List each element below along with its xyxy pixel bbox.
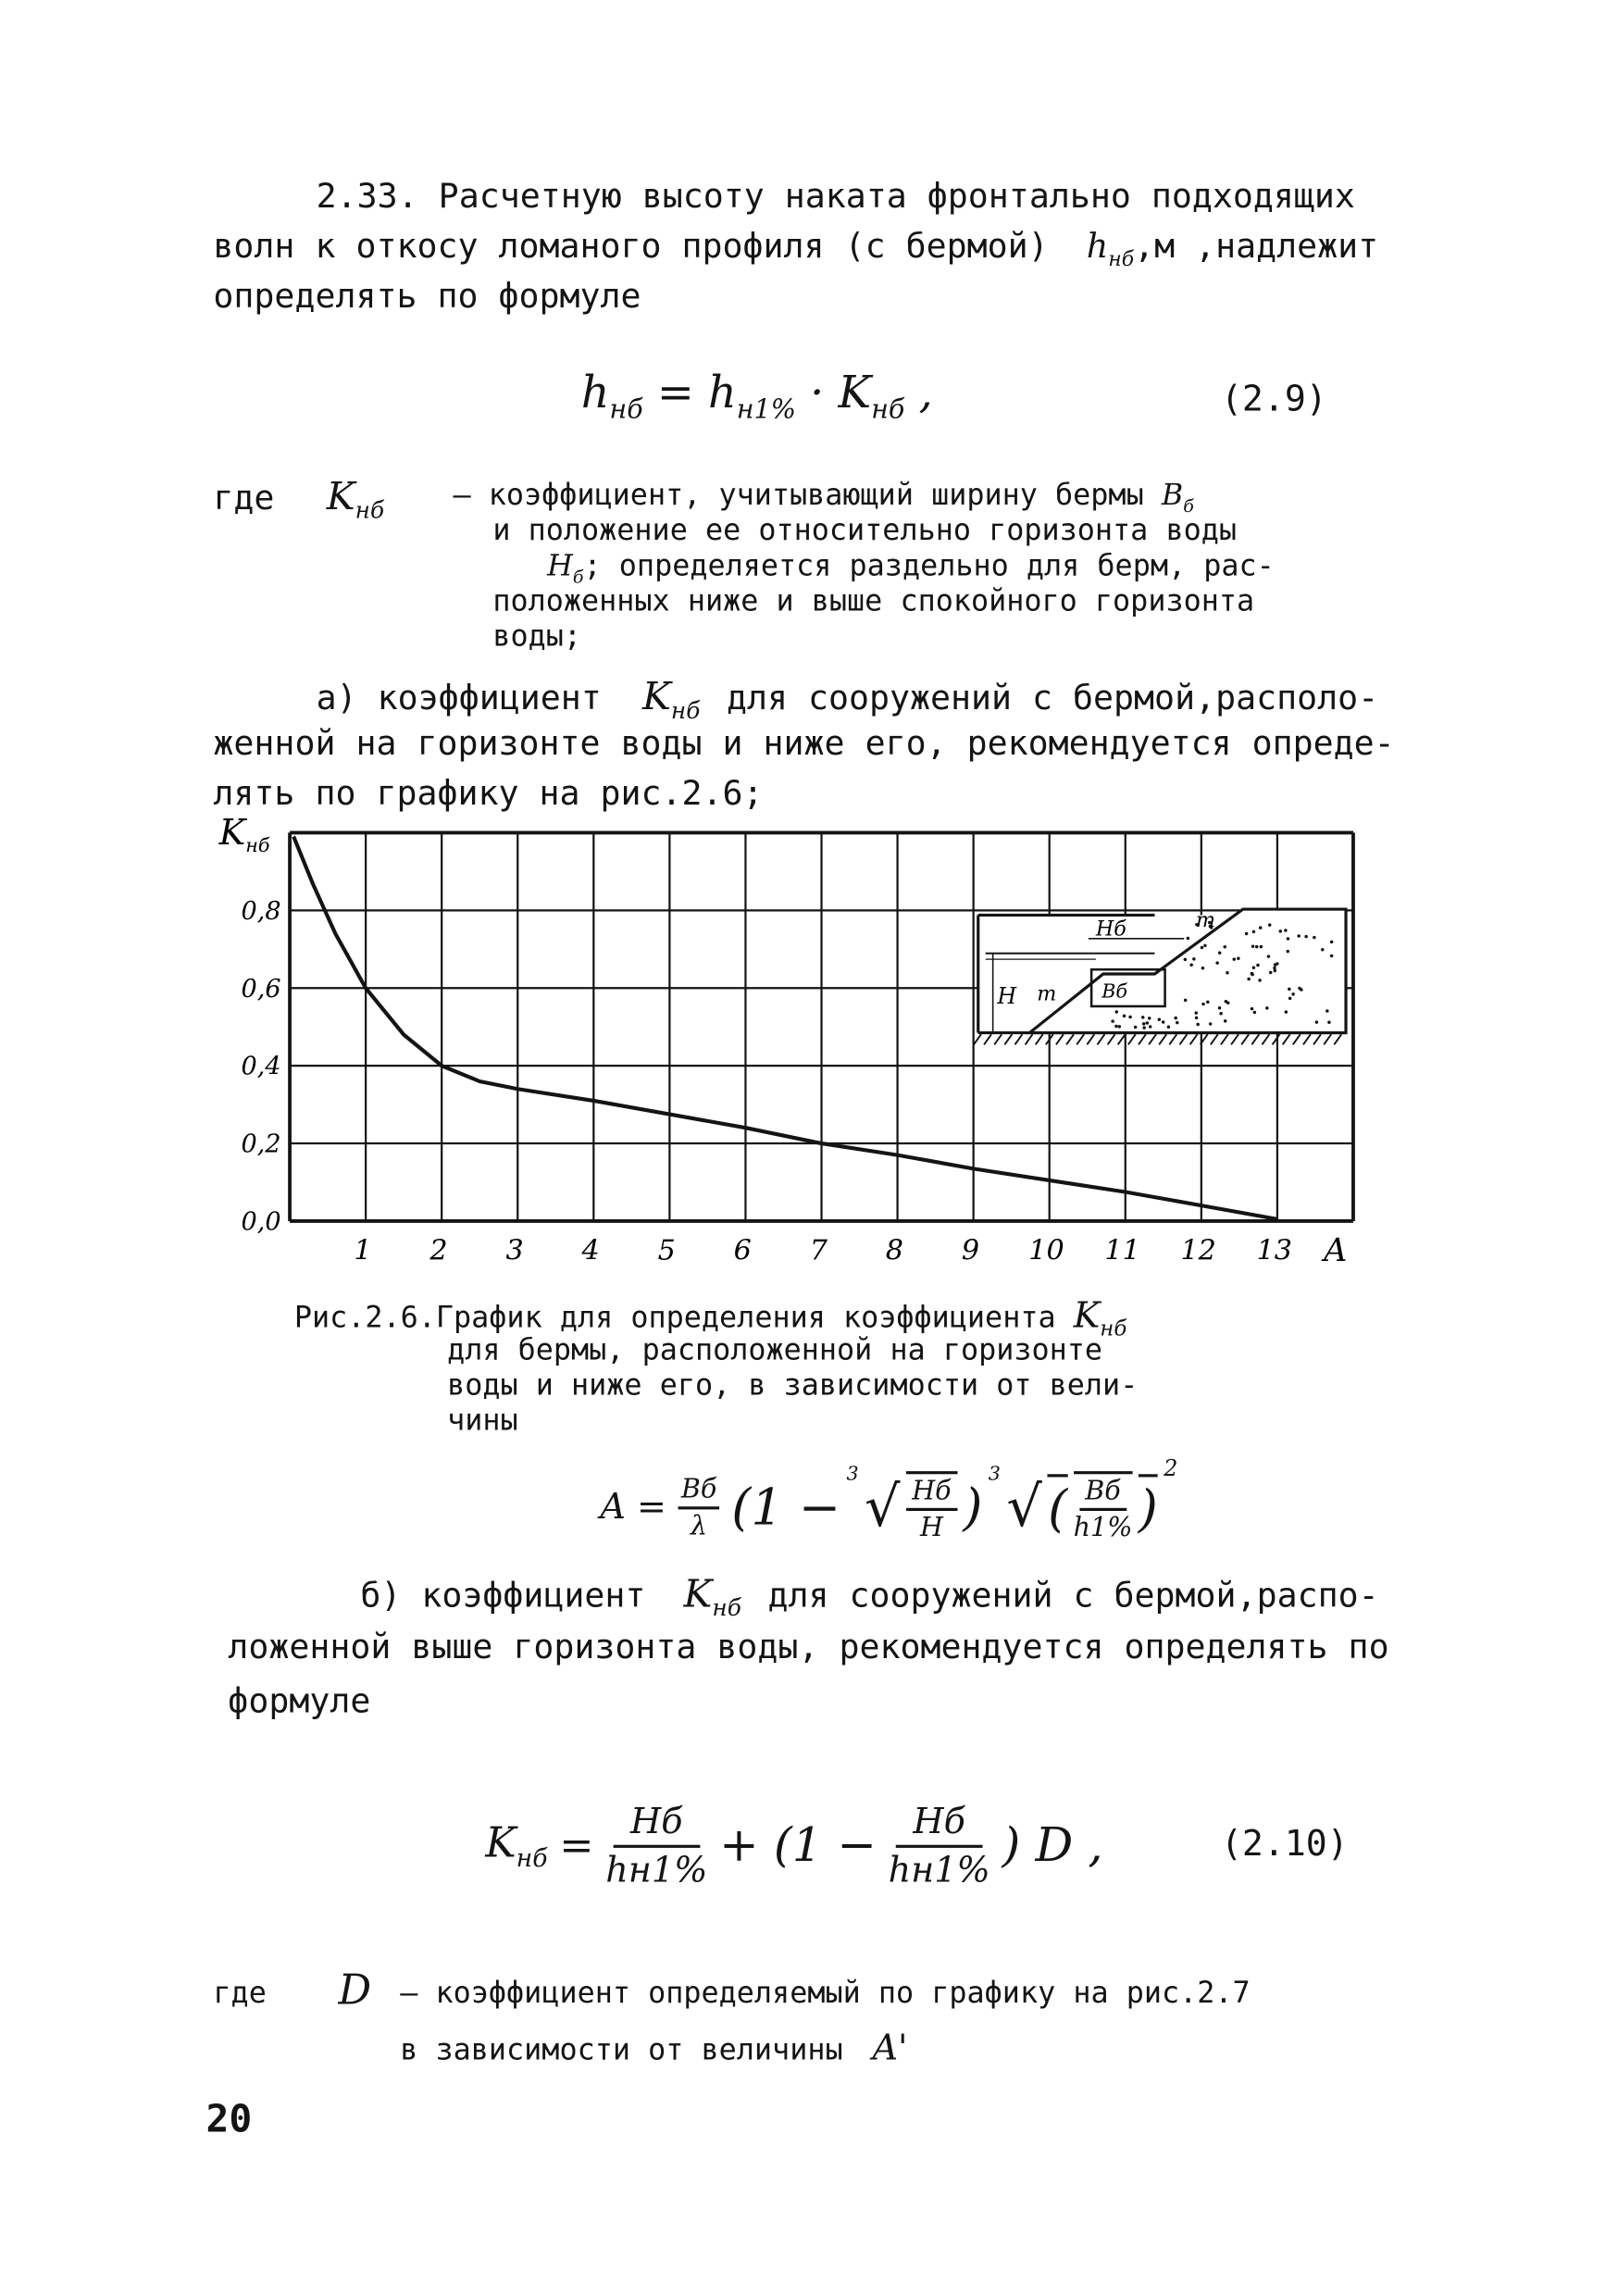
hatch-stroke — [1108, 1034, 1115, 1044]
page-number: 20 — [205, 2098, 253, 2142]
chart-figure-2-6 — [213, 812, 1375, 1268]
fill-dot — [1273, 967, 1276, 969]
hatch-stroke — [1313, 1034, 1321, 1044]
fa-frac-1-den: λ — [691, 1511, 708, 1542]
chart-y-tick-labels — [242, 897, 281, 1237]
formula-2-10 — [485, 1773, 1102, 1920]
fill-dot — [1111, 1019, 1114, 1022]
para-b-text-1b: для сооружений с бермой,распо- — [767, 1577, 1379, 1616]
para-b-symbol-sub: нб — [712, 1594, 741, 1622]
fill-dot — [1252, 930, 1255, 933]
where-1-text-3: ; определяется раздельно для берм, рас- — [583, 547, 1275, 583]
y-tick-label: 0,0 — [241, 1207, 281, 1237]
fill-dot — [1315, 1020, 1318, 1023]
hatch-stroke — [1087, 1034, 1094, 1044]
f29-t1: h — [708, 368, 737, 419]
f210-frac-1 — [605, 1799, 707, 1893]
hatch-stroke — [1273, 1034, 1280, 1044]
f210-frac-1-den: hн1% — [605, 1849, 708, 1890]
fill-dot — [1196, 1023, 1199, 1026]
fill-dot — [1274, 969, 1276, 972]
fa-frac-3 — [1074, 1470, 1133, 1545]
x-tick-label: 5 — [657, 1234, 676, 1267]
para-b-symbol — [683, 1572, 741, 1622]
x-tick-label: 4 — [581, 1234, 600, 1267]
fill-dot — [1252, 967, 1255, 969]
where-1-b-sub: б — [1183, 495, 1194, 517]
hatch-stroke — [1262, 1034, 1269, 1044]
fill-dot — [1146, 1021, 1149, 1024]
hatch-stroke — [1241, 1034, 1249, 1044]
fill-dot — [1114, 1025, 1117, 1028]
chart-y-axis-label — [218, 812, 270, 856]
intro-line-3: определять по формуле — [213, 278, 641, 317]
intro-line-1: 2.33. Расчетную высоту наката фронтально подходящих — [316, 178, 1355, 217]
x-tick-label: 10 — [1028, 1234, 1064, 1267]
f29-lhs: h — [580, 368, 610, 419]
para-a-line-2: женной на горизонте воды и ниже его, рекомендуется опреде- — [213, 725, 1395, 764]
hatch-stroke — [1077, 1034, 1084, 1044]
f210-eq: = — [559, 1820, 594, 1870]
fill-dot — [1288, 988, 1290, 991]
fill-dot — [1149, 1025, 1151, 1028]
inset-label-m-upper: m — [1195, 908, 1216, 933]
figure-caption-line-2: для бермы, расположенной на горизонте — [447, 1331, 1103, 1367]
where-2-symbol: D — [338, 1965, 372, 2015]
fill-dot — [1251, 1007, 1253, 1010]
where-1-line-1 — [453, 478, 1193, 516]
f210-lhs-sub: нб — [516, 1842, 548, 1873]
hatch-stroke — [1004, 1034, 1012, 1044]
where-1-h-sub: б — [572, 566, 584, 588]
fill-dot — [1118, 1025, 1121, 1028]
fa-frac-2 — [906, 1470, 957, 1545]
hatch-stroke — [994, 1034, 1002, 1044]
fill-dot — [1304, 935, 1307, 938]
caption-text-1: Рис.2.6.График для определения коэффициента — [293, 1299, 1056, 1335]
chart-inset-diagram — [974, 908, 1346, 1044]
x-tick-label: 9 — [961, 1234, 980, 1267]
hatch-stroke — [1303, 1034, 1311, 1044]
fa-frac-1-num: Bб — [678, 1472, 720, 1509]
fill-dot — [1269, 971, 1272, 974]
f210-frac-1-num: Hб — [613, 1799, 701, 1848]
x-tick-label: 13 — [1256, 1234, 1292, 1267]
where-1-h-base: H — [547, 547, 573, 583]
fill-dot — [1195, 1017, 1198, 1019]
fill-dot — [1142, 1022, 1145, 1025]
fill-dot — [1256, 964, 1259, 967]
hatch-stroke — [1334, 1034, 1341, 1044]
hatch-stroke — [1251, 1034, 1259, 1044]
hatch-stroke — [1159, 1034, 1166, 1044]
hatch-stroke — [1324, 1034, 1331, 1044]
fill-dot — [1174, 1017, 1176, 1019]
inset-label-bb: Bб — [1101, 980, 1128, 1003]
where-1-line-5: воды; — [492, 618, 582, 654]
fill-dot — [1203, 944, 1206, 947]
fill-dot — [1253, 1011, 1256, 1014]
fill-dot — [1237, 957, 1239, 960]
fill-dot — [1115, 1010, 1118, 1013]
fill-dot — [1201, 967, 1204, 969]
fill-dot — [1321, 948, 1324, 951]
caption-symbol-base: K — [1073, 1294, 1101, 1336]
figure-caption-line-3: воды и ниже его, в зависимости от вели- — [447, 1366, 1139, 1403]
fill-dot — [1209, 1022, 1212, 1025]
fa-power: 2 — [1164, 1454, 1178, 1482]
f29-dot: · — [810, 368, 825, 419]
where-1-symbol-sub: нб — [355, 497, 385, 525]
fill-dot — [1184, 958, 1187, 961]
para-a-line-3: лять по графику на рис.2.6; — [213, 775, 764, 814]
fill-dot — [1265, 1006, 1268, 1009]
fill-dot — [1251, 945, 1254, 948]
fa-frac-2-num: Hб — [906, 1474, 957, 1511]
inset-ground-hatch — [974, 1034, 1341, 1044]
fill-dot — [1258, 979, 1261, 981]
f210-frac-2 — [889, 1799, 990, 1893]
para-a-line-1 — [317, 674, 1378, 726]
fill-dot — [1176, 1021, 1178, 1024]
para-a-text-1: а) коэффициент — [316, 680, 602, 718]
fill-dot — [1128, 1016, 1131, 1018]
hatch-stroke — [1118, 1034, 1126, 1044]
fa-root-sign: √ — [865, 1474, 901, 1540]
x-tick-label: 2 — [429, 1234, 448, 1267]
chart-x-tick-labels — [354, 1234, 1292, 1267]
where-2-line-1: – коэффициент определяемый по графику на рис.2.7 — [400, 1974, 1251, 2010]
hatch-stroke — [1066, 1034, 1074, 1044]
y-tick-label: 0,6 — [241, 974, 281, 1004]
where-2-line-2 — [400, 2028, 907, 2069]
fill-dot — [1226, 971, 1228, 974]
where-1-symbol-base: K — [326, 475, 355, 519]
formula-a — [600, 1449, 1177, 1566]
fill-dot — [1224, 1019, 1226, 1022]
para-b-line-1 — [360, 1571, 1378, 1623]
x-tick-label: 12 — [1180, 1234, 1216, 1267]
chart-y-axis-label-sub: нб — [245, 834, 270, 857]
fa-paren-open: ( — [1048, 1474, 1067, 1541]
fill-dot — [1330, 955, 1333, 957]
fill-dot — [1284, 929, 1287, 931]
f210-lhs-base: K — [485, 1818, 517, 1868]
fill-dot — [1141, 1016, 1144, 1018]
fa-root2-index: 3 — [988, 1464, 1001, 1486]
fill-dot — [1298, 987, 1301, 990]
fill-dot — [1167, 1025, 1170, 1028]
intro-line-2-text: волн к откосу ломаного профиля (с бермой) — [213, 228, 1049, 267]
hatch-stroke — [1283, 1034, 1290, 1044]
fill-dot — [1327, 1021, 1330, 1024]
hatch-stroke — [1169, 1034, 1176, 1044]
formula-2-10-number: (2.10) — [1220, 1822, 1349, 1865]
where-1-dash: – — [453, 476, 471, 513]
caption-symbol — [1073, 1294, 1127, 1341]
fill-dot — [1158, 1017, 1161, 1020]
x-tick-label: 8 — [885, 1234, 904, 1267]
fill-dot — [1187, 937, 1189, 940]
formula-2-9 — [581, 365, 933, 427]
f29-lhs-sub: нб — [609, 393, 643, 426]
para-a-symbol-sub: нб — [670, 697, 701, 725]
fill-dot — [1287, 950, 1289, 953]
fill-dot — [1134, 1026, 1137, 1029]
where-1-text-1: коэффициент, учитывающий ширину бермы — [488, 476, 1144, 513]
fill-dot — [1291, 992, 1294, 995]
fa-paren-close: ) — [1139, 1474, 1158, 1541]
caption-symbol-sub: нб — [1100, 1317, 1127, 1341]
fill-dot — [1223, 945, 1226, 948]
fill-dot — [1279, 930, 1282, 932]
where-1-line-3 — [547, 549, 1275, 587]
inset-label-h: H — [997, 982, 1017, 1009]
hatch-stroke — [1221, 1034, 1228, 1044]
where-1-symbol — [327, 474, 384, 526]
f210-frac-2-num: Hб — [895, 1799, 983, 1848]
where-1-h-symbol — [547, 547, 584, 588]
fill-dot — [1288, 997, 1291, 1000]
intro-symbol-sub: нб — [1108, 247, 1135, 272]
hatch-stroke — [1056, 1034, 1064, 1044]
f210-frac-2-den: hн1% — [888, 1849, 990, 1890]
x-tick-label: 3 — [505, 1234, 524, 1267]
fill-dot — [1330, 941, 1333, 943]
fill-dot — [1259, 926, 1262, 929]
f29-t2-sub: нб — [871, 393, 905, 426]
para-b-line-2: ложенной выше горизонта воды, рекомендуется определять по — [228, 1628, 1389, 1667]
para-b-line-3: формуле — [228, 1682, 371, 1722]
f210-close: ) D , — [1002, 1816, 1103, 1874]
x-tick-label: 1 — [354, 1234, 372, 1267]
fa-frac-2-den: H — [919, 1512, 943, 1543]
fill-dot — [1313, 936, 1315, 939]
fill-dot — [1285, 1010, 1288, 1013]
where-2-text-2: в зависимости от величины — [400, 2031, 843, 2067]
where-1-line-2: и положение ее относительно горизонта воды — [492, 512, 1238, 548]
fill-dot — [1233, 957, 1236, 960]
fill-dot — [1251, 972, 1253, 975]
fill-dot — [1184, 999, 1187, 1002]
fill-dot — [1162, 1020, 1164, 1023]
fill-dot — [1206, 1001, 1209, 1004]
fa-frac-1 — [678, 1472, 720, 1544]
para-a-symbol — [642, 675, 701, 725]
hatch-stroke — [1036, 1034, 1043, 1044]
fill-dot — [1218, 1006, 1221, 1009]
fill-dot — [1219, 1012, 1222, 1015]
hatch-stroke — [1149, 1034, 1156, 1044]
formula-2-9-number: (2.9) — [1220, 378, 1327, 419]
hatch-stroke — [1097, 1034, 1104, 1044]
fa-open: (1 − — [731, 1478, 841, 1538]
where-2-word: где — [213, 1974, 267, 2010]
where-1-word: где — [213, 480, 275, 518]
x-tick-label: 6 — [733, 1234, 752, 1267]
f29-t2: K — [838, 368, 872, 419]
fill-dot — [1218, 952, 1221, 955]
y-tick-label: 0,4 — [241, 1052, 281, 1081]
f210-plus: + (1 − — [719, 1816, 877, 1874]
fa-lhs: A = — [600, 1486, 666, 1529]
fa-close: ) — [963, 1478, 983, 1538]
fill-dot — [1287, 937, 1289, 940]
y-tick-label: 0,2 — [241, 1129, 281, 1159]
x-tick-label: 7 — [809, 1234, 828, 1267]
f29-comma: , — [918, 368, 933, 419]
fill-dot — [1195, 1011, 1198, 1014]
intro-symbol-base: h — [1086, 228, 1109, 267]
hatch-stroke — [1026, 1034, 1033, 1044]
fill-dot — [1201, 1003, 1204, 1005]
intro-line-2-tail: ,м ,надлежит — [1134, 228, 1379, 267]
fill-dot — [1255, 945, 1258, 948]
f29-eq: = — [656, 368, 694, 419]
para-a-symbol-base: K — [642, 675, 671, 720]
fill-dot — [1192, 957, 1195, 960]
fill-dot — [1326, 1009, 1328, 1012]
hatch-stroke — [1014, 1034, 1022, 1044]
fill-dot — [1201, 946, 1203, 949]
f210-lhs — [485, 1817, 547, 1876]
para-b-text-1: б) коэффициент — [360, 1577, 646, 1616]
fill-dot — [1260, 945, 1263, 948]
hatch-stroke — [1293, 1034, 1301, 1044]
where-2-symbol-2: A' — [872, 2027, 908, 2069]
intro-line-2 — [213, 227, 1378, 275]
fill-dot — [1267, 955, 1270, 957]
fill-dot — [1247, 978, 1250, 980]
fill-dot — [1142, 1026, 1145, 1029]
hatch-stroke — [984, 1034, 991, 1044]
where-1-b-symbol — [1161, 476, 1194, 517]
para-a-text-1b: для сооружений с бермой,располо- — [726, 680, 1379, 718]
hatch-stroke — [974, 1034, 981, 1044]
fill-dot — [1276, 962, 1278, 965]
chart-y-axis-label-base: K — [218, 812, 246, 854]
figure-caption-line-4: чины — [447, 1402, 518, 1438]
intro-symbol — [1086, 228, 1135, 272]
fill-dot — [1268, 923, 1271, 926]
fill-dot — [1123, 1015, 1126, 1017]
fa-root2-sign: √ — [1006, 1474, 1042, 1540]
f29-t1-sub: н1% — [736, 393, 796, 426]
hatch-stroke — [1190, 1034, 1198, 1044]
hatch-stroke — [1128, 1034, 1136, 1044]
fa-frac-3-num: Bб — [1079, 1474, 1126, 1511]
fa-root-index: 3 — [846, 1464, 859, 1486]
inset-label-hb: Hб — [1095, 917, 1126, 942]
y-tick-label: 0,8 — [241, 896, 281, 926]
fill-dot — [1189, 964, 1192, 967]
hatch-stroke — [1231, 1034, 1238, 1044]
where-1-line-4: положенных ниже и выше спокойного горизонта — [492, 582, 1255, 618]
hatch-stroke — [1179, 1034, 1187, 1044]
fill-dot — [1148, 1017, 1151, 1019]
fill-dot — [1245, 932, 1248, 935]
hatch-stroke — [1139, 1034, 1146, 1044]
fill-dot — [1297, 934, 1300, 937]
x-tick-label: 11 — [1104, 1234, 1140, 1267]
inset-label-m-lower: m — [1037, 981, 1057, 1006]
hatch-stroke — [1211, 1034, 1218, 1044]
where-1-b-base: B — [1161, 476, 1184, 513]
fill-dot — [1215, 961, 1218, 964]
chart-x-axis-label: A — [1324, 1231, 1348, 1268]
para-b-symbol-base: K — [683, 1572, 713, 1617]
fill-dot — [1225, 1000, 1227, 1003]
fa-frac-3-den: h1% — [1073, 1512, 1133, 1543]
